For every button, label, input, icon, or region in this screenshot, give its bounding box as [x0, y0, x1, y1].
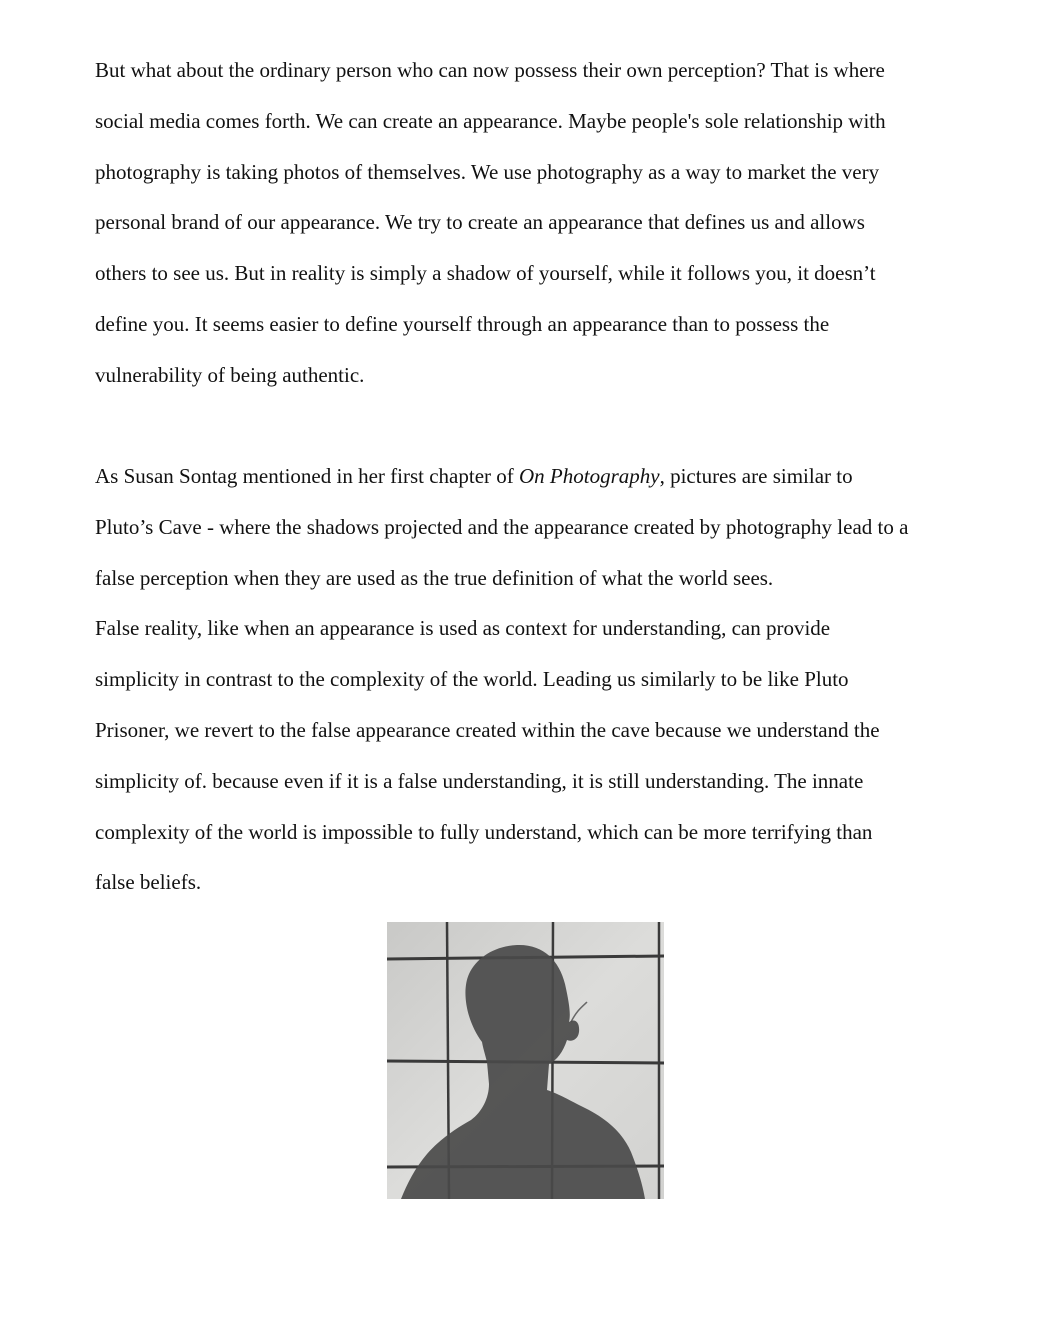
text-line: complexity of the world is impossible to fully understand, which can be more terrifying than: [95, 819, 873, 844]
text-line: social media comes forth. We can create an appearance. Maybe people's sole relationship with: [95, 108, 886, 133]
text-line: others to see us. But in reality is simply a shadow of yourself, while it follows you, it doesn’t: [95, 261, 876, 286]
book-title: On Photography: [519, 464, 660, 488]
text-line: False reality, like when an appearance is used as context for understanding, can provide: [95, 616, 831, 641]
text-line: Pluto’s Cave - where the shadows projected and the appearance created by photography lead to a: [95, 514, 909, 539]
text-line: define you. It seems easier to define yourself through an appearance than to possess the: [95, 311, 830, 336]
shadow-photo: [387, 922, 664, 1199]
paragraph-sontag: [95, 451, 975, 908]
text-line: simplicity in contrast to the complexity of the world. Leading us similarly to be like Pluto: [95, 667, 849, 692]
text-line: false perception when they are used as the true definition of what the world sees.: [95, 565, 774, 590]
text-line: Prisoner, we revert to the false appearance created within the cave because we understand the: [95, 717, 880, 742]
text-line: [95, 451, 975, 502]
text-segment: , pictures are similar to: [659, 464, 853, 488]
text-line: false beliefs.: [95, 870, 202, 895]
text-segment: As Susan Sontag mentioned in her first chapter of: [95, 464, 519, 488]
text-line: photography is taking photos of themselves. We use photography as a way to market the very: [95, 159, 880, 184]
text-line: simplicity of. because even if it is a false understanding, it is still understanding. The innate: [95, 768, 864, 793]
paragraph-social-media: [95, 45, 975, 401]
text-line: But what about the ordinary person who can now possess their own perception? That is where: [95, 58, 885, 82]
text-line: vulnerability of being authentic.: [95, 362, 365, 387]
text-line: personal brand of our appearance. We try to create an appearance that defines us and allows: [95, 210, 865, 235]
